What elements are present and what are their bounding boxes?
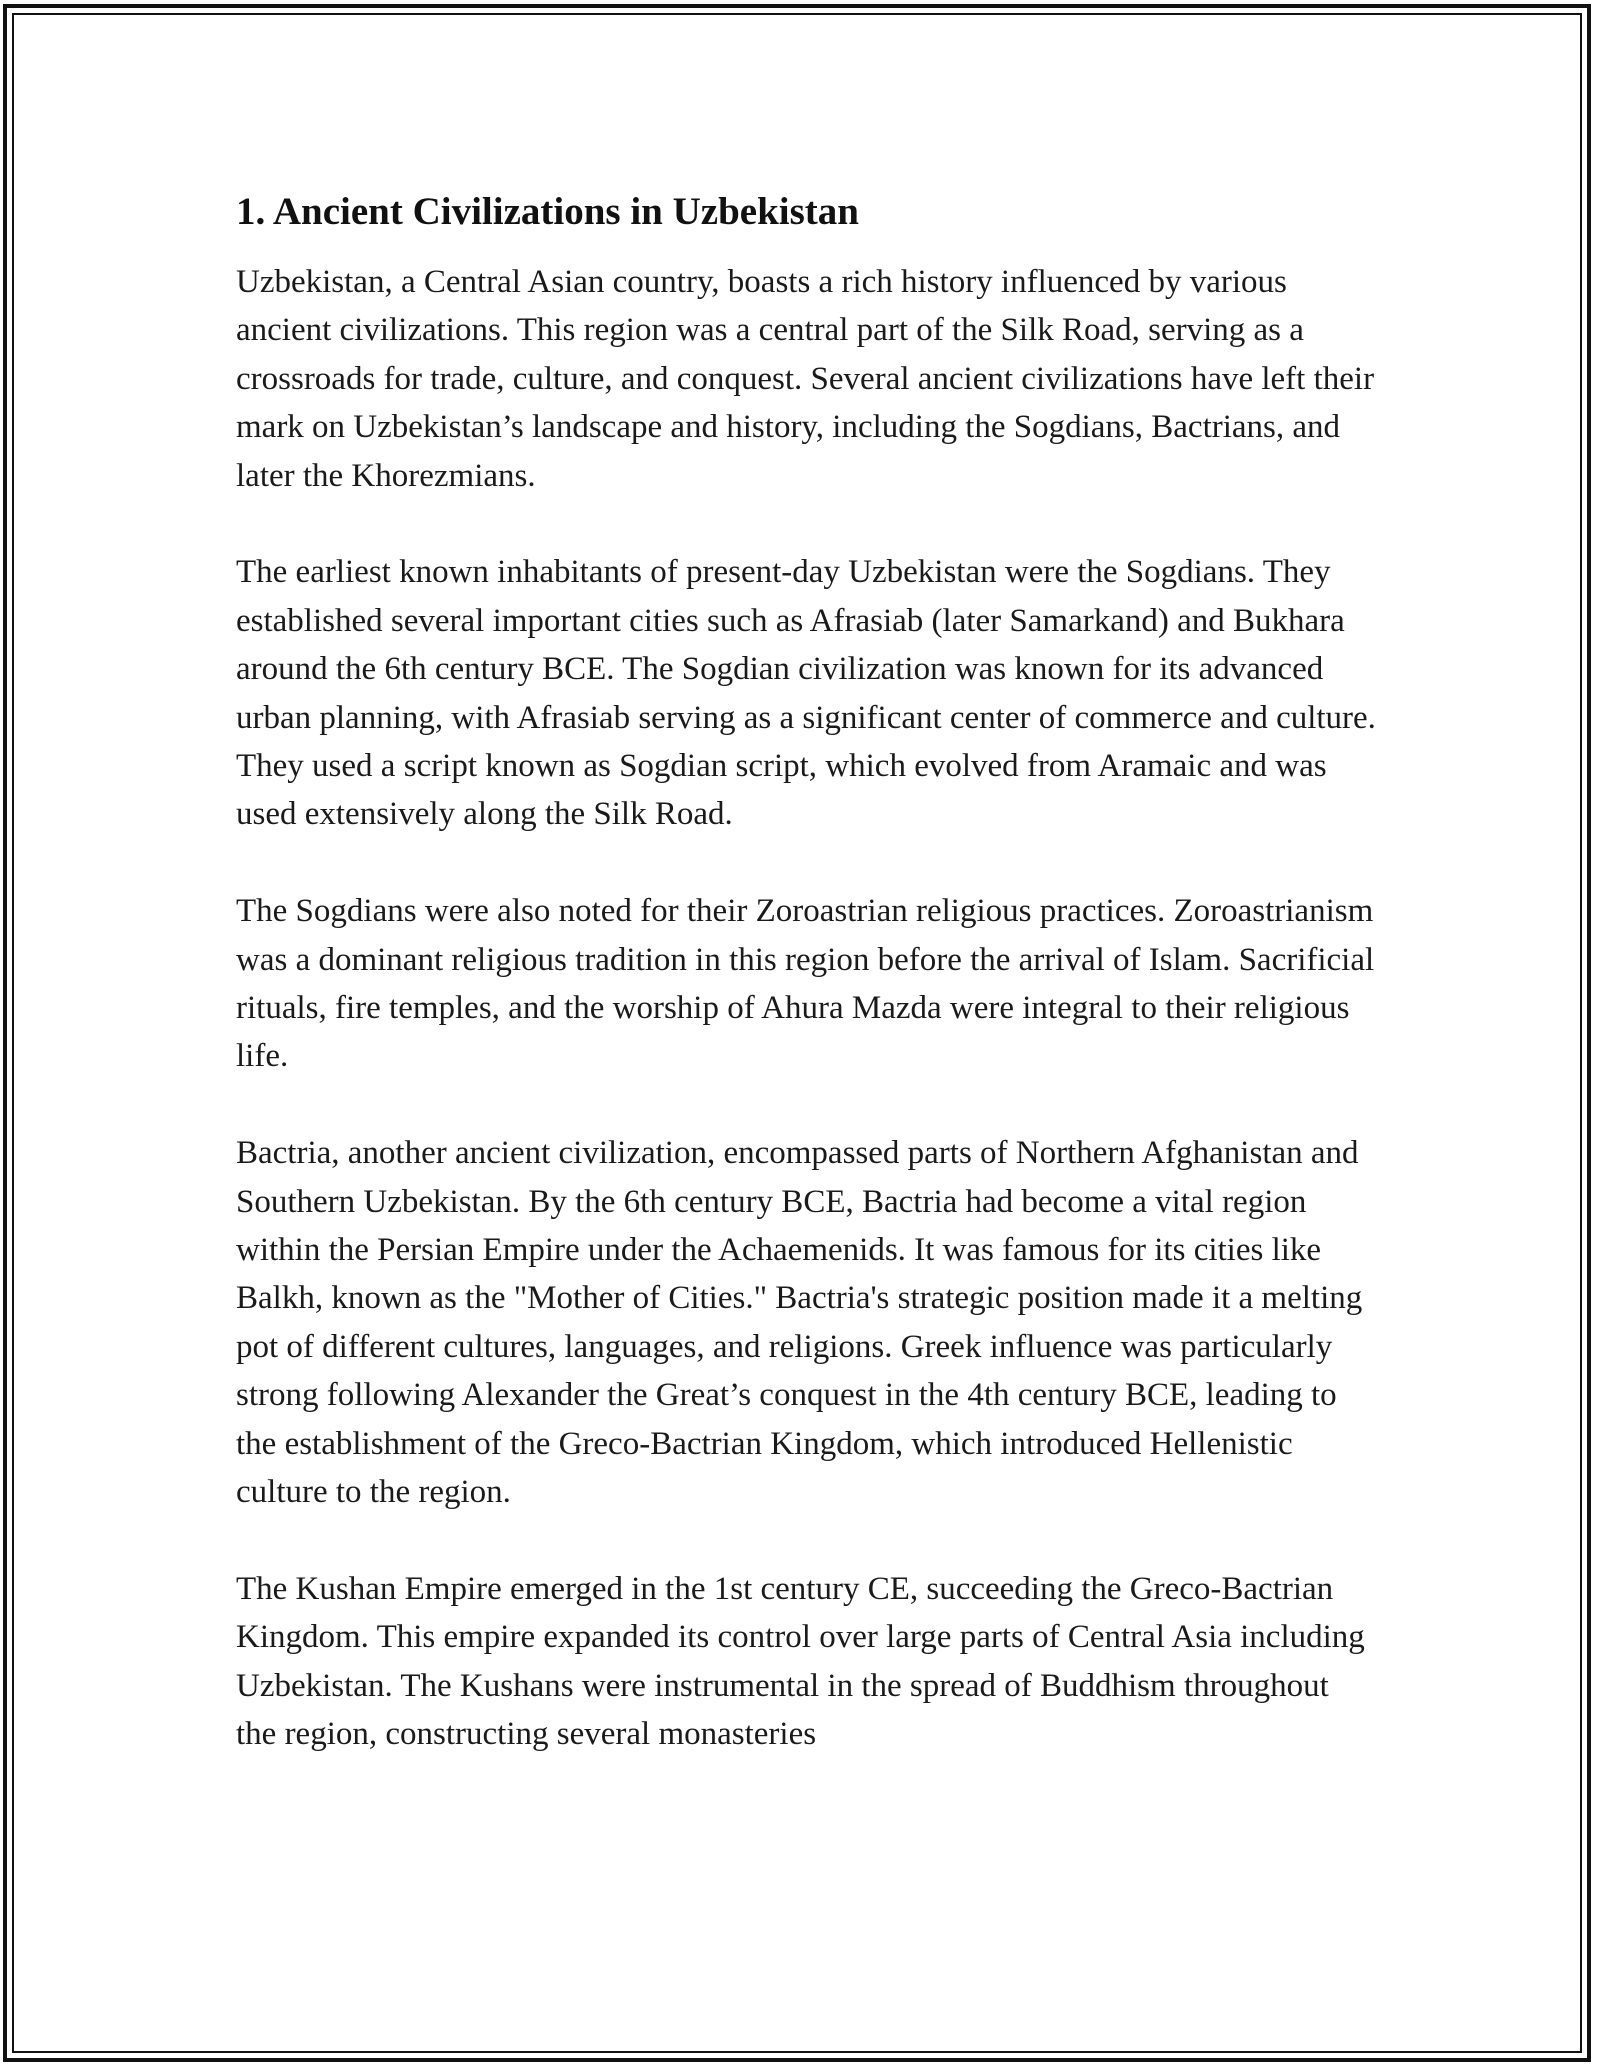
paragraph-kushan: The Kushan Empire emerged in the 1st century CE, succeeding the Greco-Bactrian Kingdom. This empire expanded its control over large parts of Central Asia including Uzbekistan. The Kushans were instrumental in the spread of Buddhism throughout the region, constructing several monasteries xyxy=(236,1570,1365,1753)
paragraph-sogdians: The earliest known inhabitants of present-day Uzbekistan were the Sogdians. They established several important cities such as Afrasiab (later Samarkand) and Bukhara around the 6th century BCE. The Sogdian civilization was known for its advanced urban planning, with Afrasiab serving as a significant center of commerce and culture. They used a script known as Sogdian script, which evolved from Aramaic and was used extensively along the Silk Road. xyxy=(236,554,1376,833)
paragraph-zoroastrianism: The Sogdians were also noted for their Zoroastrian religious practices. Zoroastrianism was a dominant religious tradition in this region before the arrival of Islam. Sacrificial rituals, fire temples, and the worship of Ahura Mazda were integral to their religious life. xyxy=(236,893,1375,1075)
paragraph-bactria: Bactria, another ancient civilization, encompassed parts of Northern Afghanistan and Southern Uzbekistan. By the 6th century BCE, Bactria had become a vital region within the Persian Empire under the Achaemenids. It was famous for its cities like Balkh, known as the "Mother of Cities." Bactria's strategic position made it a melting pot of different cultures, languages, and religions. Greek influence was particularly strong following Alexander the Great’s conquest in the 4th century BCE, leading to the establishment of the Greco-Bactrian Kingdom, which introduced Hellenistic culture to the region. xyxy=(236,1135,1363,1511)
document-body xyxy=(236,184,1376,1807)
paragraph-intro: Uzbekistan, a Central Asian country, boasts a rich history influenced by various ancient civilizations. This region was a central part of the Silk Road, serving as a crossroads for trade, culture, and conquest. Several ancient civilizations have left their mark on Uzbekistan’s landscape and history, including the Sogdians, Bactrians, and later the Khorezmians. xyxy=(236,264,1375,494)
section-heading: 1. Ancient Civilizations in Uzbekistan xyxy=(236,190,859,233)
